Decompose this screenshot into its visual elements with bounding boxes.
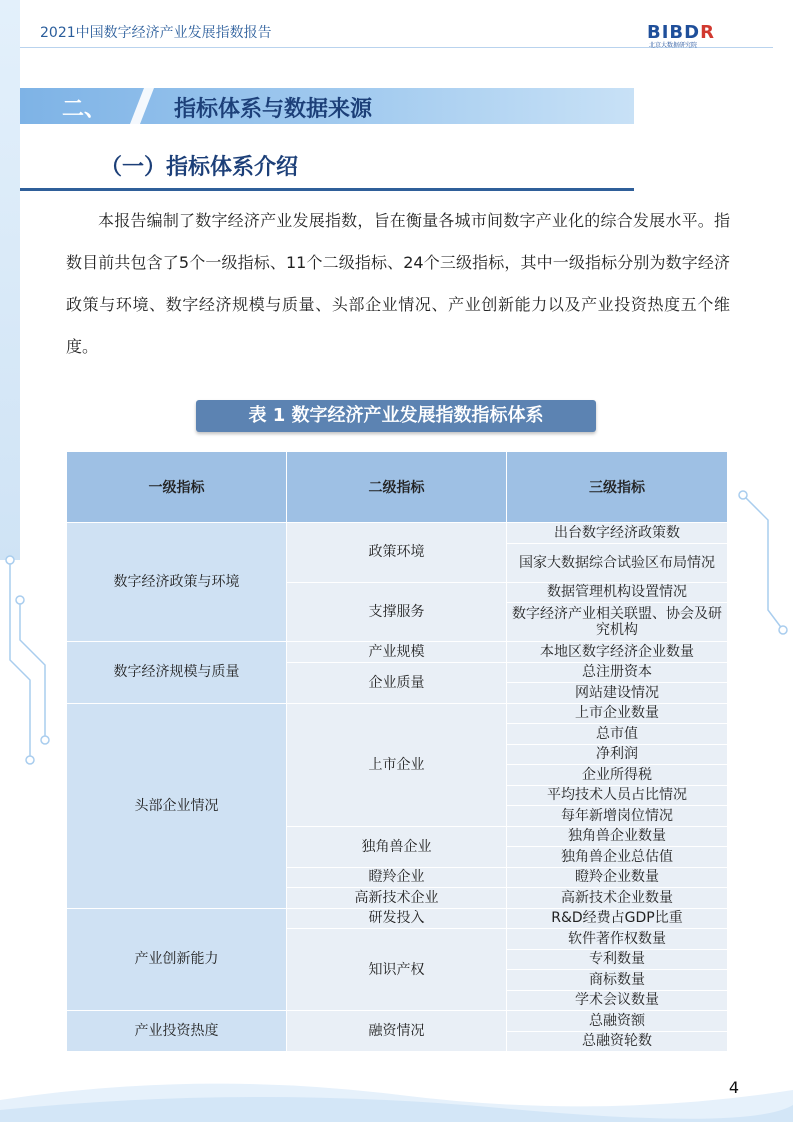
level3-cell: 出台数字经济政策数 xyxy=(507,523,728,544)
indicator-table xyxy=(66,451,728,1052)
level3-cell: 数字经济产业相关联盟、协会及研究机构 xyxy=(507,603,728,642)
level3-cell: 净利润 xyxy=(507,744,728,765)
circuit-decor-right xyxy=(733,470,793,670)
level3-cell: 上市企业数量 xyxy=(507,703,728,724)
level3-cell: 数据管理机构设置情况 xyxy=(507,582,728,603)
level2-cell: 研发投入 xyxy=(287,908,507,929)
level3-cell: 网站建设情况 xyxy=(507,683,728,704)
header-level3: 三级指标 xyxy=(507,452,728,523)
level3-cell: 高新技术企业数量 xyxy=(507,888,728,909)
level2-cell: 瞪羚企业 xyxy=(287,867,507,888)
level3-cell: 学术会议数量 xyxy=(507,990,728,1011)
intro-paragraph-text: 本报告编制了数字经济产业发展指数，旨在衡量各城市间数字产业化的综合发展水平。指数目前共包含了5个一级指标、11个二级指标、24个三级指标，其中一级指标分别为数字经济政策与环境、数字经济规模与质量、头部企业情况、产业创新能力以及产业投资热度五个维度。 xyxy=(66,211,730,356)
level3-cell: 平均技术人员占比情况 xyxy=(507,785,728,806)
level3-cell: 独角兽企业总估值 xyxy=(507,847,728,868)
level3-cell: 独角兽企业数量 xyxy=(507,826,728,847)
level3-cell: 总市值 xyxy=(507,724,728,745)
level2-cell: 产业规模 xyxy=(287,642,507,663)
level3-cell: 瞪羚企业数量 xyxy=(507,867,728,888)
header-level2: 二级指标 xyxy=(287,452,507,523)
level2-cell: 独角兽企业 xyxy=(287,826,507,867)
logo-text-main: BIBD xyxy=(647,22,701,43)
subsection-title: （一）指标体系介绍 xyxy=(100,155,299,180)
logo-text-accent: R xyxy=(700,22,715,43)
left-decor-strip xyxy=(0,0,20,560)
section-title: 指标体系与数据来源 xyxy=(174,97,373,122)
section-number: 二、 xyxy=(62,97,107,122)
report-header-title: 2021中国数字经济产业发展指数报告 xyxy=(40,25,272,41)
bibdr-logo xyxy=(647,22,737,49)
logo-subtitle: 北京大数据研究院 xyxy=(649,42,698,49)
subsection-underline xyxy=(20,188,634,191)
level1-cell: 产业创新能力 xyxy=(67,908,287,1011)
footer-wave-decor xyxy=(0,1060,793,1122)
circuit-decor-left xyxy=(0,540,70,800)
level2-cell: 知识产权 xyxy=(287,929,507,1011)
level3-cell: 商标数量 xyxy=(507,970,728,991)
level3-cell: 专利数量 xyxy=(507,949,728,970)
level2-cell: 上市企业 xyxy=(287,703,507,826)
level3-cell: R&D经费占GDP比重 xyxy=(507,908,728,929)
level3-cell: 软件著作权数量 xyxy=(507,929,728,950)
level1-cell: 数字经济规模与质量 xyxy=(67,642,287,704)
page-number: 4 xyxy=(728,1078,739,1097)
level2-cell: 高新技术企业 xyxy=(287,888,507,909)
slash-divider-icon xyxy=(130,88,154,124)
level3-cell: 总融资轮数 xyxy=(507,1031,728,1052)
level3-cell: 国家大数据综合试验区布局情况 xyxy=(507,543,728,582)
level3-cell: 总融资额 xyxy=(507,1011,728,1032)
table-header-row xyxy=(67,452,728,523)
level1-cell: 数字经济政策与环境 xyxy=(67,523,287,642)
level2-cell: 融资情况 xyxy=(287,1011,507,1052)
level3-cell: 本地区数字经济企业数量 xyxy=(507,642,728,663)
level2-cell: 政策环境 xyxy=(287,523,507,583)
level1-cell: 头部企业情况 xyxy=(67,703,287,908)
level3-cell: 企业所得税 xyxy=(507,765,728,786)
level2-cell: 支撑服务 xyxy=(287,582,507,642)
intro-paragraph xyxy=(66,200,730,368)
level3-cell: 每年新增岗位情况 xyxy=(507,806,728,827)
level3-cell: 总注册资本 xyxy=(507,662,728,683)
level2-cell: 企业质量 xyxy=(287,662,507,703)
level1-cell: 产业投资热度 xyxy=(67,1011,287,1052)
header-level1: 一级指标 xyxy=(67,452,287,523)
table-caption: 表 1 数字经济产业发展指数指标体系 xyxy=(248,405,544,426)
